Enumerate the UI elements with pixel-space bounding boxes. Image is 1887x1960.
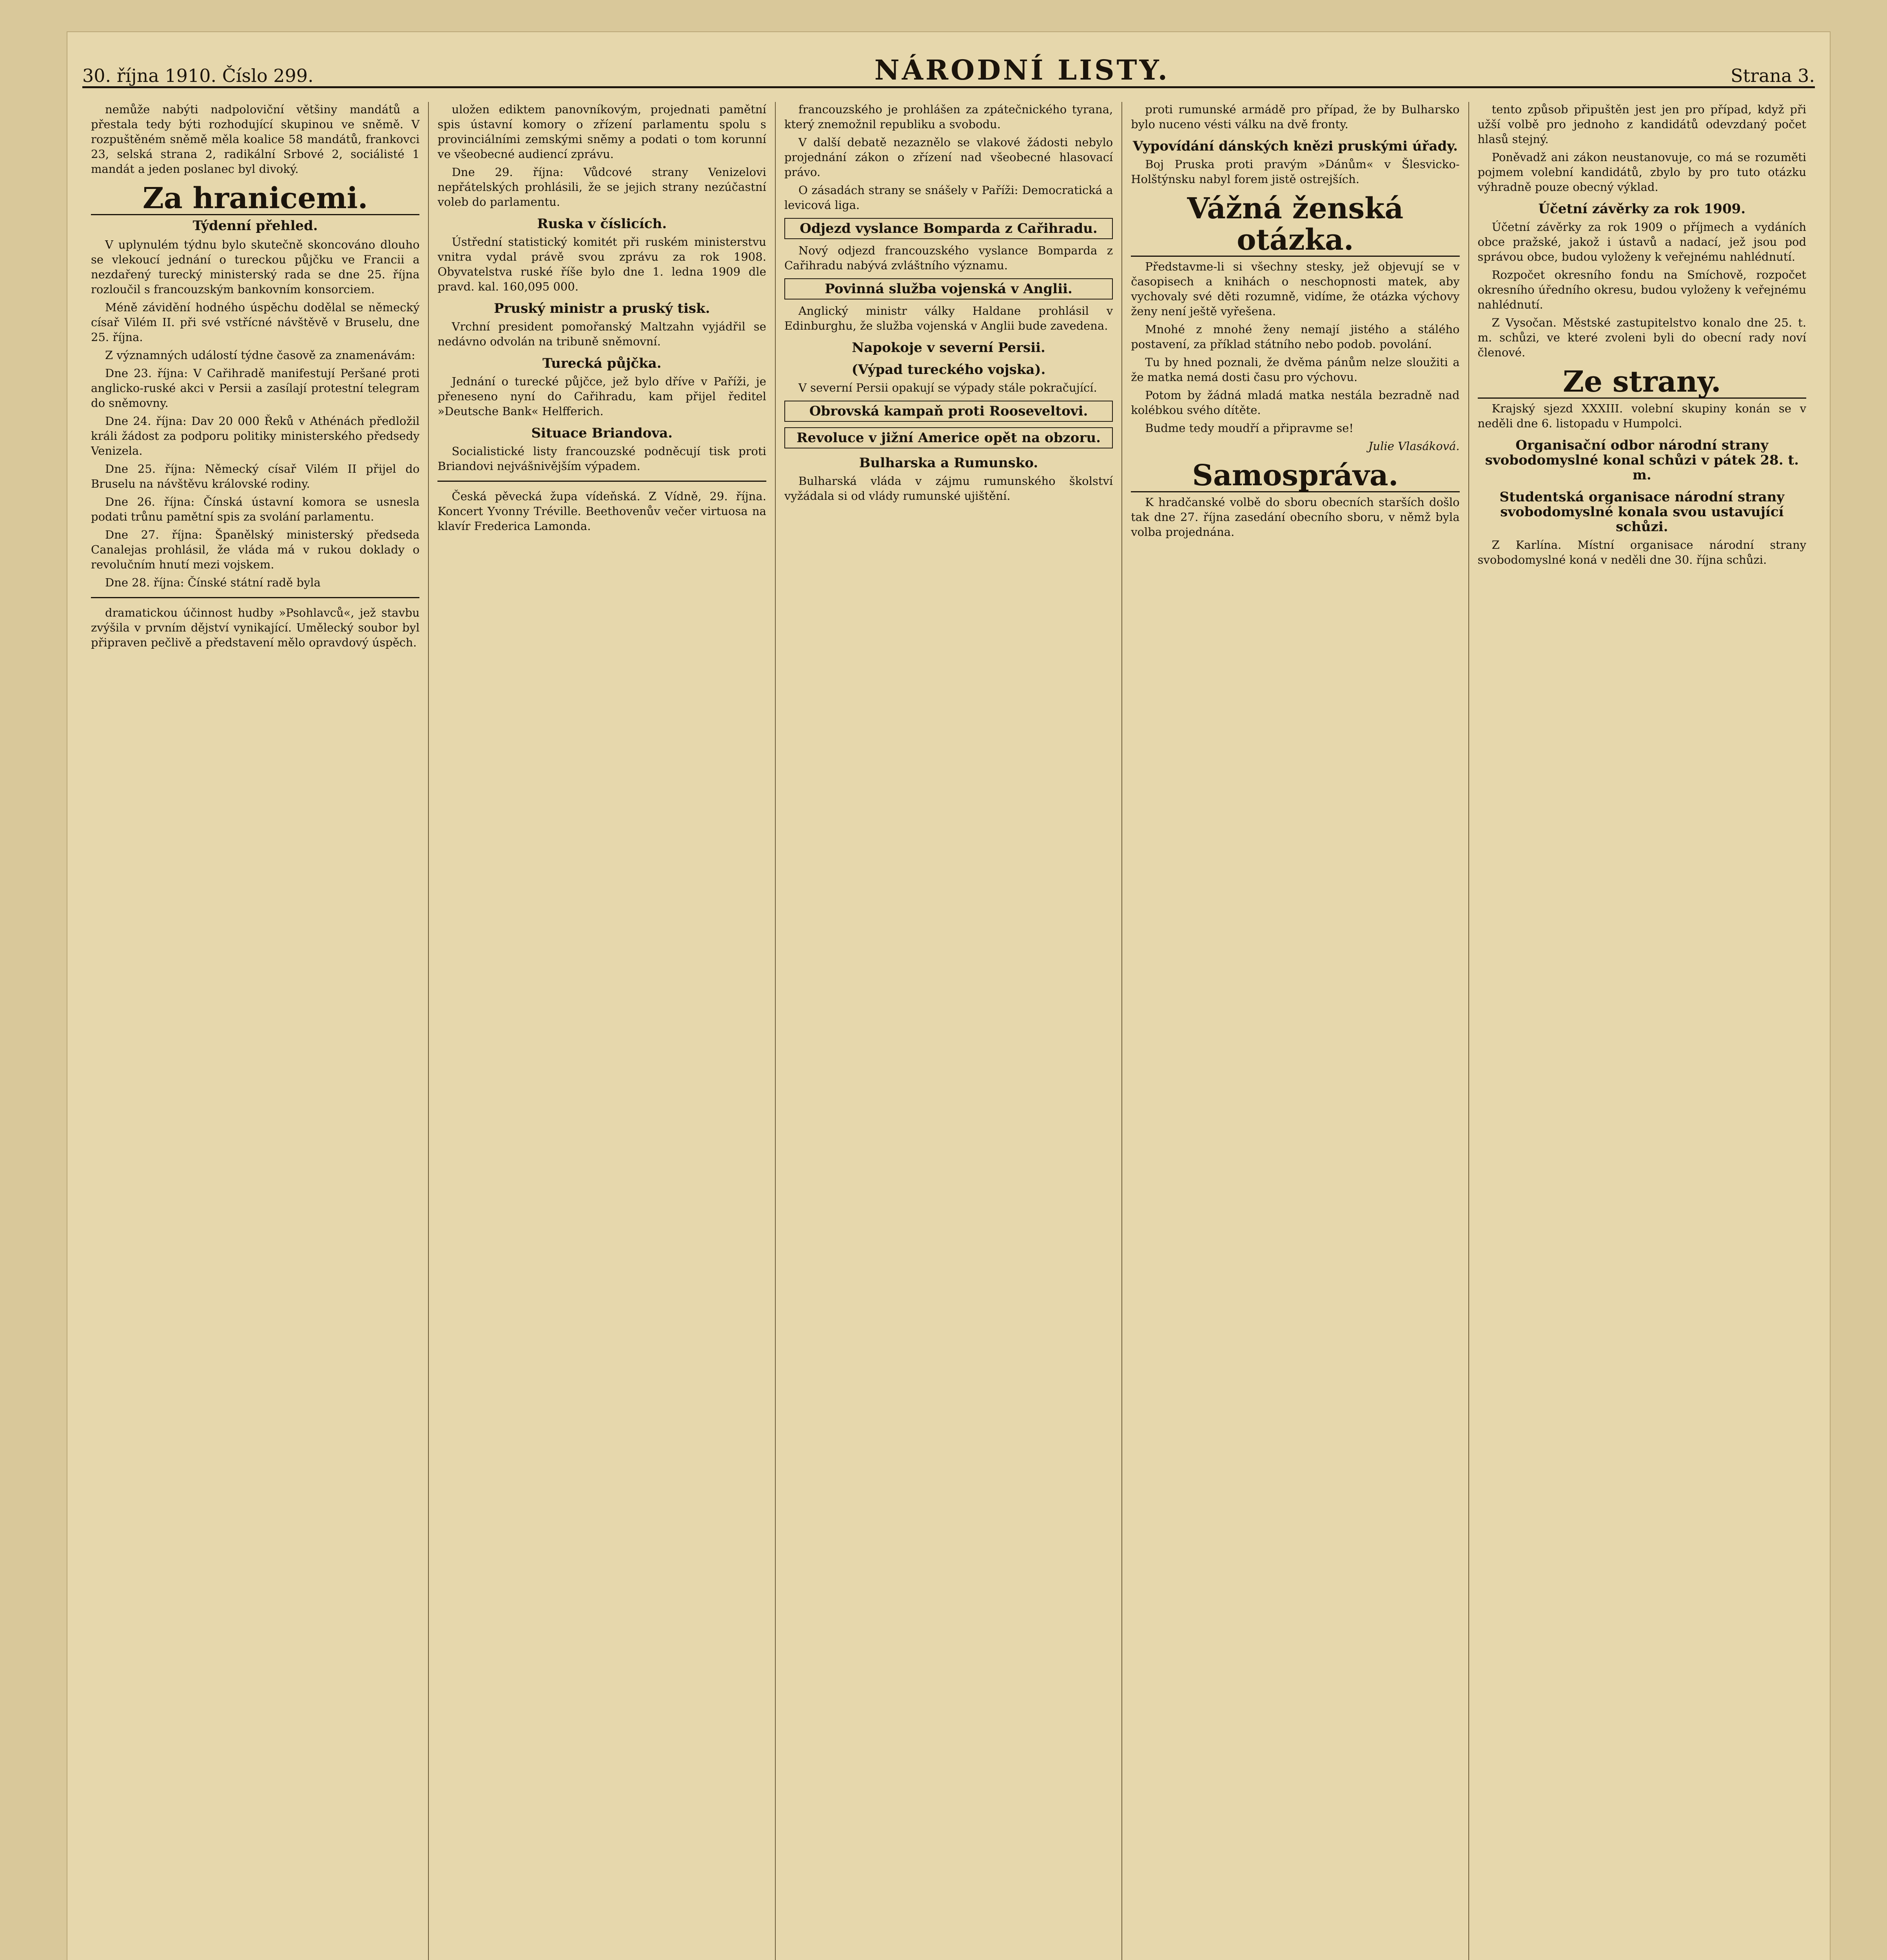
article-text: Socialistické listy francouzské podněcují tisk proti Briandovi nejvášnivějším výpadem.	[437, 445, 766, 473]
article-text: Dne 23. října: V Cařihradě manifestují Peršané proti anglicko-ruské akci v Persii a zasílají protestní telegram do sněmovny.	[91, 367, 420, 410]
article-heading: Bulharska a Rumunsko.	[859, 455, 1038, 471]
issue-date: 30. října 1910. Číslo 299.	[82, 65, 314, 86]
article-text: Vrchní president pomořanský Maltzahn vyjádřil se nedávno odvolán na tribuně sněmovní.	[437, 320, 766, 348]
article-text: Dne 24. října: Dav 20 000 Řeků v Athénách předložil králi žádost za podporu politiky ministerského předsedy Venizela.	[91, 414, 420, 457]
article-heading: Obrovská kampaň proti Rooseveltovi.	[784, 401, 1113, 422]
article-text: Ústřední statistický komitét při ruském ministerstvu vnitra vydal právě svou zprávu za rok 1908. Obyvatelstva ruské říše bylo dne 1. ledna 1909 dle pravd. kal. 160,095 000.	[437, 235, 766, 293]
article-text: Z Karlína. Místní organisace národní strany svobodomyslné koná v neděli dne 30. října schůzi.	[1477, 538, 1807, 566]
article-text: Dne 26. října: Čínská ústavní komora se usnesla podati trůnu pamětní spis za svolání parlamentu.	[91, 495, 420, 523]
article-heading: Vypovídání dánských knězi pruskými úřady.	[1132, 138, 1458, 154]
article-text: Z významných událostí týdne časově za znamenávám:	[105, 348, 416, 362]
article-text: Nový odjezd francouzského vyslance Bomparda z Cařihradu nabývá zvláštního významu.	[784, 244, 1113, 272]
article-heading: Odjezd vyslance Bomparda z Cařihradu.	[784, 218, 1113, 239]
divider	[437, 481, 766, 482]
article-text: Dne 25. října: Německý císař Vilém II přijel do Bruselu na návštěvu královské rodiny.	[91, 462, 420, 490]
newspaper-page	[67, 31, 1831, 1960]
article-heading: Turecká půjčka.	[542, 356, 662, 371]
page-number: Strana 3.	[1731, 65, 1815, 86]
article-heading: Pruský ministr a pruský tisk.	[494, 301, 710, 316]
article-text: V uplynulém týdnu bylo skutečně skoncováno dlouho se vlekoucí jednání o tureckou půjčku ve Francii a nezdařený turecký ministerský rada se dne 25. října rozloučil s francouzským bankovním konsorciem.	[91, 238, 420, 296]
article-text: Poněvadž ani zákon neustanovuje, co má se rozuměti pojmem volební kandidátů, zbylo by pro tuto otázku výhradně pouze obecný výklad.	[1477, 151, 1807, 194]
masthead-title: NÁRODNÍ LISTY.	[874, 54, 1170, 86]
article-text: Boj Pruska proti pravým »Dánům« v Šlesvicko-Holštýnsku nabyl forem jistě ostrejších.	[1131, 158, 1460, 186]
article-heading: Účetní závěrky za rok 1909.	[1538, 201, 1746, 217]
article-text: uložen ediktem panovníkovým, projednati pamětní spis ústavní komory o zřízení parlamentu spolu s provinciálními zemskými sněmy a podati o tom korunní ve všeobecné audiencí zprávu.	[437, 103, 766, 161]
article-heading: Ruska v číslicích.	[537, 216, 667, 232]
article-heading: Studentská organisace národní strany svobodomyslné konala svou ustavující schůzi.	[1499, 489, 1785, 535]
article-text: nemůže nabýti nadpoloviční většiny mandátů a přestala tedy býti rozhodující skupinou ve sněmě. V rozpuštěném sněmě měla koalice 58 mandátů, frankovci 23, selská strana 2, radikální Srbové 2, sociálisté 1 mandát a jeden poslanec byl divoký.	[91, 103, 420, 176]
feuilleton-text: Česká pěvecká župa vídeňská. Z Vídně, 29. října. Koncert Yvonny Tréville. Beethovenův večer virtuosa na klavír Frederica Lamonda.	[437, 490, 766, 533]
article-text: Anglický ministr války Haldane prohlásil v Edinburghu, že služba vojenská v Anglii bude zavedena.	[784, 304, 1113, 332]
article-text: K hradčanské volbě do sboru obecních starších došlo tak dne 27. října zasedání obecního sboru, v němž byla volba projednána.	[1131, 495, 1460, 539]
article-text: Krajský sjezd XXXIII. volební skupiny konán se v neděli dne 6. listopadu v Humpolci.	[1477, 402, 1807, 430]
article-text: Dne 28. října: Čínské státní radě byla	[105, 576, 321, 589]
article-text: Bulharská vláda v zájmu rumunského školství vyžádala si od vlády rumunské ujištění.	[784, 474, 1113, 503]
article-text: Tu by hned poznali, že dvěma pánům nelze sloužiti a že matka nemá dosti času pro výchovu.	[1131, 356, 1460, 384]
column-2	[429, 102, 775, 1960]
section-heading: Ze strany.	[1478, 366, 1806, 399]
article-text: Mnohé z mnohé ženy nemají jistého a stálého postavení, za příklad státního nebo podob. povolání.	[1131, 323, 1460, 351]
section-heading: Za hranicemi.	[91, 183, 419, 215]
article-text: Rozpočet okresního fondu na Smíchově, rozpočet okresního úředního okresu, budou vyloženy k veřejnému nahlédnutí.	[1477, 268, 1807, 311]
article-text: V další debatě nezaznělo se vlakové žádosti nebylo projednání zákon o zřízení nad všeobecné hlasovací právo.	[784, 136, 1113, 179]
article-text: tento způsob připuštěn jest jen pro případ, když při užší volbě pro jednoho z kandidátů odevzdaný počet hlasů stejný.	[1477, 103, 1807, 146]
article-text: Účetní závěrky za rok 1909 o příjmech a vydáních obce pražské, jakož i ústavů a nadací, jež jsou pod správou obce, budou vyloženy k veřejnému nahlédnutí.	[1477, 220, 1807, 263]
article-text: Z Vysočan. Městské zastupitelstvo konalo dne 25. t. m. schůzi, ve které zvoleni byli do obecní rady noví členové.	[1477, 316, 1807, 359]
article-heading: Revoluce v jižní Americe opět na obzoru.	[784, 427, 1113, 448]
divider	[91, 597, 419, 598]
article-heading: Napokoje v severní Persii.	[852, 340, 1045, 356]
article-text: Jednání o turecké půjčce, jež bylo dříve v Paříži, je přeneseno nyní do Cařihradu, kam přijel ředitel »Deutsche Bank« Helfferich.	[437, 375, 766, 418]
article-text: Dne 29. října: Vůdcové strany Venizelovi nepřátelských prohlásili, že se jejich strany nezúčastní voleb do parlamentu.	[437, 165, 766, 209]
article-text: Méně závidění hodného úspěchu dodělal se německý císař Vilém II. při své vstřícné návštěvě v Bruselu, dne 25. října.	[91, 301, 420, 344]
section-subheading: Týdenní přehled.	[192, 218, 318, 234]
article-text: Dne 27. října: Španělský ministerský předseda Canalejas prohlásil, že vláda má v rukou doklady o revolučním hnutí mezi vojskem.	[91, 528, 420, 571]
article-text: Představme-li si všechny stesky, jež objevují se v časopisech a knihách o neschopnosti matek, aby vychovaly své děti rozumně, vidíme, že otázka výchovy ženy není ještě vyřešena.	[1131, 260, 1460, 318]
column-1	[82, 102, 429, 1960]
article-text: Budme tedy moudří a připravme se!	[1145, 421, 1354, 435]
page-header	[82, 43, 1815, 88]
feuilleton-text: dramatickou účinnost hudby »Psohlavců«, jež stavbu zvýšila v prvním dějství vynikající. Umělecký soubor byl připraven pečlivě a představení mělo opravdový úspěch.	[91, 606, 420, 649]
section-heading: Samospráva.	[1131, 460, 1459, 492]
columns	[82, 102, 1815, 1960]
article-subheading: (Výpad tureckého vojska).	[851, 362, 1046, 377]
article-heading: Povinná služba vojenská v Anglii.	[784, 278, 1113, 299]
article-text: O zásadách strany se snášely v Paříži: Democratická a levicová liga.	[784, 183, 1113, 212]
article-text: proti rumunské armádě pro případ, že by Bulharsko bylo nuceno vésti válku na dvě fronty.	[1131, 103, 1460, 131]
column-5	[1469, 102, 1815, 1960]
author-signature: Julie Vlasáková.	[1368, 439, 1460, 453]
article-text: francouzského je prohlášen za zpátečnického tyrana, který znemožnil republiku a svobodu.	[784, 103, 1113, 131]
article-text: Potom by žádná mladá matka nestála bezradně nad kolébkou svého dítěte.	[1131, 388, 1460, 417]
section-heading: Vážná ženská otázka.	[1131, 193, 1459, 257]
column-3	[776, 102, 1122, 1960]
article-heading: Organisační odbor národní strany svobodomyslné konal schůzi v pátek 28. t. m.	[1485, 437, 1799, 483]
article-text: V severní Persii opakují se výpady stále pokračující.	[798, 381, 1097, 394]
column-4	[1122, 102, 1469, 1960]
article-heading: Situace Briandova.	[531, 425, 673, 441]
